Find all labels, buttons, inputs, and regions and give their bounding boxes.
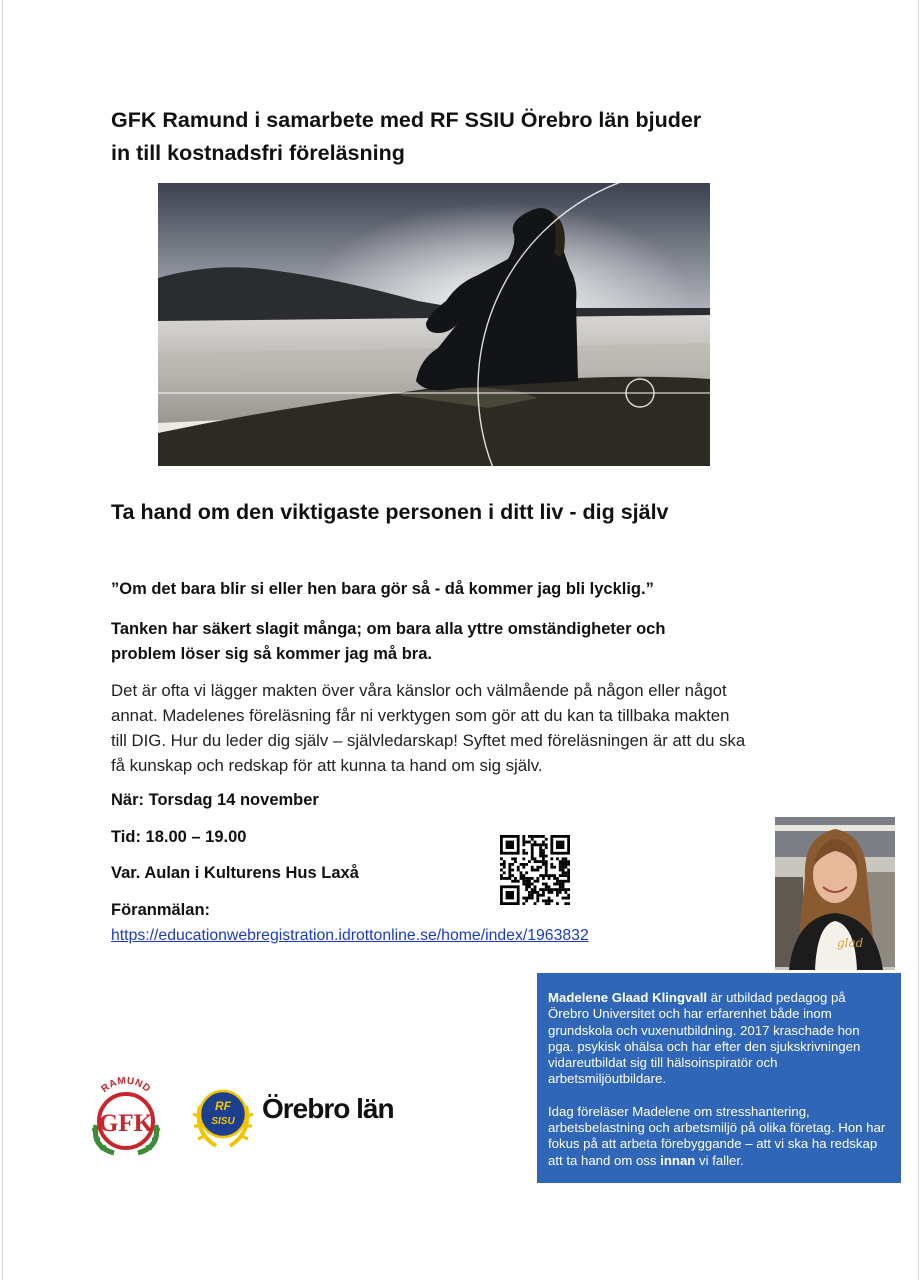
ssiu-bottom-text: SISU [211,1116,235,1127]
quote: ”Om det bara blir si eller hen bara gör så - då kommer jag bli lycklig.” [111,580,654,598]
ssiu-top-text: RF [215,1099,231,1113]
qr-code[interactable] [500,835,570,905]
subheadline: Ta hand om den viktigaste personen i ditt liv - dig själv [111,500,669,524]
qr-code-graphic [500,835,570,905]
body-line-3: till DIG. Hur du leder dig själv – självledarskap! Syftet med föreläsningen är att du ska [111,731,746,750]
body-paragraph [111,678,823,778]
bio-paragraph-1 [548,990,887,1088]
body-line-4: få kunskap och redskap för att kunna ta hand om sig själv. [111,756,543,775]
hero-image [158,183,710,466]
orebro-lan-wordmark: Örebro län [262,1093,394,1124]
speaker-portrait [775,817,895,970]
lead-paragraph [111,617,801,667]
body-line-2: annat. Madelenes föreläsning får ni verktygen som gör att du kan ta tillbaka makten [111,706,730,725]
gfk-arc-text: RAMUND [99,1075,153,1095]
headline [111,104,811,170]
lead-line-2: problem löser sig så kommer jag må bra. [111,645,432,663]
event-location: Var. Aulan i Kulturens Hus Laxå [111,864,359,882]
gfk-letters: GFK [98,1110,154,1137]
registration-label: Föranmälan: [111,901,211,919]
event-time: Tid: 18.00 – 19.00 [111,828,247,846]
headline-line-1: GFK Ramund i samarbete med RF SSIU Örebro län bjuder [111,108,702,132]
event-date: När: Torsdag 14 november [111,791,319,809]
gfk-ramund-logo [84,1073,168,1157]
bio-paragraph-1-text: är utbildad pedagog på Örebro Universitet och har erfarenhet både inom grundskola och vuxenutbildning. 2017 kraschade hon pga. psykisk ohälsa och har efter den sjukskrivningen vidareutbildat sig till hälsoinspiratör och arbetsmiljöutbildare. [548,990,861,1087]
svg-text:glad: glad [837,936,864,950]
bio-paragraph-2-text: Idag föreläser Madelene om stresshantering, arbetsbelastning och arbetsmiljö på olika företag. Hon har fokus på att arbeta förebyggande – att vi ska ha redskap att ta hand om oss [548,1103,886,1168]
bio-emphasis: innan [660,1152,696,1168]
body-line-1: Det är ofta vi lägger makten över våra känslor och välmående på någon eller något [111,681,727,700]
page-edge-right [918,0,919,1280]
headline-line-2: in till kostnadsfri föreläsning [111,141,405,165]
speaker-bio [537,973,901,1183]
page-edge-left [2,0,3,1280]
speaker-name: Madelene Glaad Klingvall [548,990,708,1005]
bio-paragraph-2 [548,1104,887,1169]
registration-link[interactable]: https://educationwebregistration.idrottonline.se/home/index/1963832 [111,927,589,944]
bio-paragraph-2-end: vi faller. [695,1152,744,1168]
rf-sisu-logo [190,1076,256,1152]
lead-line-1: Tanken har säkert slagit många; om bara alla yttre omständigheter och [111,620,666,638]
